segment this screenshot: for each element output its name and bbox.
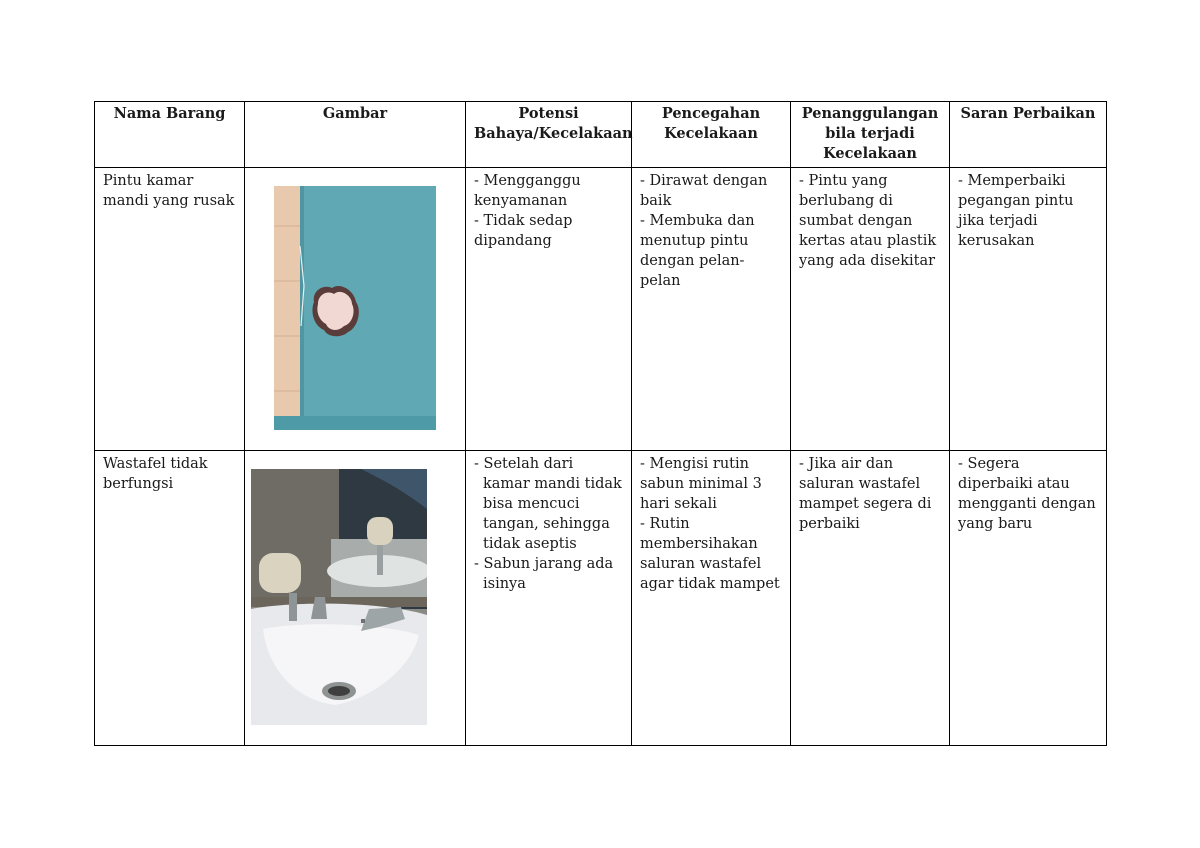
cell-pencegahan — [632, 168, 791, 451]
list-item: - Memperbaiki pegangan pintu jika terjadi kerusakan — [958, 173, 1074, 249]
list-item: - Sabun jarang ada isinya — [474, 556, 614, 592]
header-nama-barang: Nama Barang — [95, 102, 245, 168]
list-item: - Membuka dan menutup pintu dengan pelan-pelan — [640, 213, 755, 289]
cell-gambar — [245, 451, 466, 746]
header-potensi-bahaya: Potensi Bahaya/Kecelakaan — [466, 102, 632, 168]
table-row — [95, 168, 1107, 451]
list-item: - Jika air dan saluran wastafel mampet segera di perbaiki — [799, 456, 932, 532]
cell-gambar — [245, 168, 466, 451]
list-item: - Segera diperbaiki atau mengganti dengan yang baru — [958, 456, 1096, 532]
cell-penanggulangan — [791, 168, 950, 451]
cell-saran-perbaikan — [950, 451, 1107, 746]
cell-penanggulangan — [791, 451, 950, 746]
list-item: - Pintu yang berlubang di sumbat dengan kertas atau plastik yang ada disekitar — [799, 173, 937, 269]
cell-nama-barang: Wastafel tidak berfungsi — [95, 451, 245, 746]
table-row — [95, 451, 1107, 746]
list-item: - Rutin membersihakan saluran wastafel agar tidak mampet — [640, 516, 780, 592]
list-item: - Dirawat dengan baik — [640, 173, 768, 209]
list-item: - Mengganggu kenyamanan — [474, 173, 581, 209]
cell-pencegahan — [632, 451, 791, 746]
washbasin-photo — [251, 469, 427, 725]
cell-nama-barang: Pintu kamar mandi yang rusak — [95, 168, 245, 451]
list-item: - Mengisi rutin sabun minimal 3 hari sekali — [640, 456, 762, 512]
broken-bathroom-door-photo — [274, 186, 436, 430]
header-saran-perbaikan: Saran Perbaikan — [950, 102, 1107, 168]
header-gambar: Gambar — [245, 102, 466, 168]
cell-potensi-bahaya — [466, 451, 632, 746]
list-item: - Setelah dari kamar mandi tidak bisa mencuci tangan, sehingga tidak aseptis — [474, 456, 622, 552]
hazard-table — [94, 101, 1107, 746]
table-header-row — [95, 102, 1107, 168]
header-pencegahan: Pencegahan Kecelakaan — [632, 102, 791, 168]
cell-potensi-bahaya — [466, 168, 632, 451]
list-item: - Tidak sedap dipandang — [474, 213, 573, 249]
header-penanggulangan: Penanggulangan bila terjadi Kecelakaan — [791, 102, 950, 168]
cell-saran-perbaikan — [950, 168, 1107, 451]
